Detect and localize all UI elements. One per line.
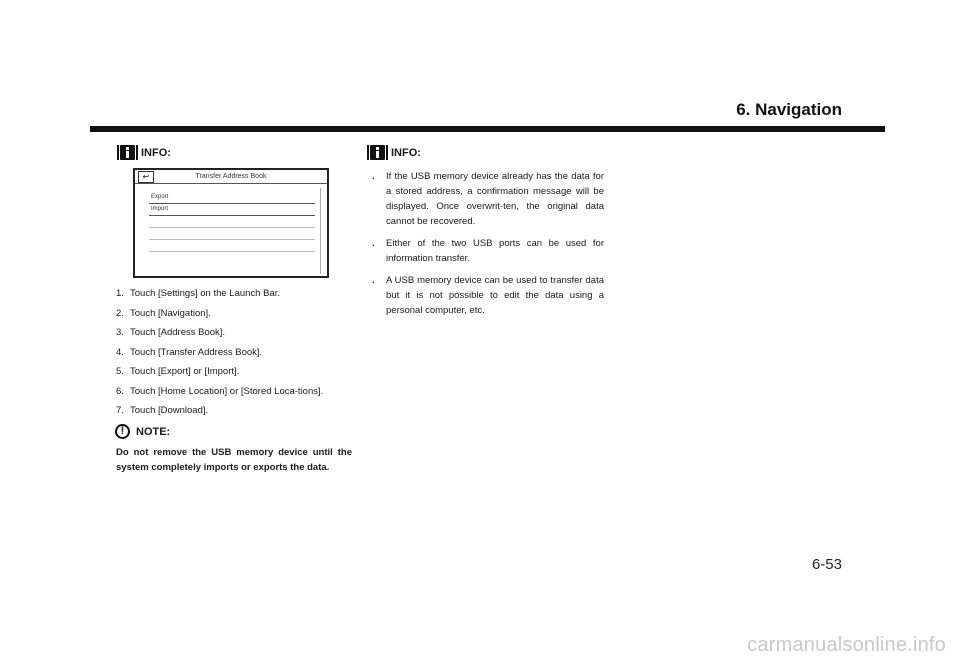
screen-header [135, 170, 327, 184]
bullet-dot: . [372, 275, 375, 286]
bullet-item [372, 236, 604, 266]
back-arrow-icon: ↩ [138, 171, 154, 183]
note-label: NOTE: [136, 425, 171, 438]
step-item [116, 364, 352, 380]
step-number: 2. [116, 307, 124, 319]
step-item [116, 384, 352, 400]
step-text: Touch [Export] or [Import]. [130, 366, 240, 377]
bullet-item [372, 169, 604, 229]
step-item [116, 306, 352, 322]
header-rule [90, 126, 885, 132]
step-item [116, 403, 352, 419]
info-icon [370, 145, 385, 160]
bullet-item [372, 273, 604, 318]
page-number: 6-53 [811, 556, 842, 573]
step-text: Touch [Transfer Address Book]. [130, 346, 263, 358]
step-number: 3. [116, 327, 124, 338]
step-text: Touch [Navigation]. [130, 307, 211, 319]
info-label: INFO: [391, 146, 421, 159]
step-item [116, 345, 352, 361]
watermark: carmanualsonline.info [747, 634, 946, 656]
screen-item-import: Import [149, 204, 315, 216]
bullet-text: Either of the two USB ports can be used for information transfer. [386, 238, 604, 264]
bullet-dot: . [372, 238, 375, 249]
exclamation-icon: ! [115, 424, 130, 439]
screen-item-empty [149, 252, 315, 263]
step-number: 4. [116, 346, 124, 358]
step-text: Touch [Settings] on the Launch Bar. [130, 288, 280, 299]
step-item [116, 325, 352, 341]
step-text: Touch [Home Location] or [Stored Loca-tions]. [130, 385, 324, 397]
bullet-dot: . [372, 171, 375, 182]
step-number: 5. [116, 366, 124, 377]
bullet-text: A USB memory device can be used to transfer data but it is not possible to edit the data using a personal computer, etc. [386, 275, 604, 316]
note-text: Do not remove the USB memory device until the system completely imports or exports the data. [116, 447, 352, 473]
info-heading-right [370, 145, 421, 160]
transfer-address-book-screenshot [133, 168, 329, 278]
info-icon [120, 145, 135, 160]
screen-list [149, 192, 315, 263]
note-heading [115, 424, 170, 439]
step-text: Touch [Download]. [130, 405, 209, 416]
screen-item-empty [149, 240, 315, 252]
screen-item-empty [149, 228, 315, 240]
info-bullets [372, 169, 604, 325]
screen-title: Transfer Address Book [195, 173, 267, 180]
step-text: Touch [Address Book]. [130, 327, 226, 338]
info-heading-left [120, 145, 171, 160]
step-number: 7. [116, 405, 124, 416]
screen-scrollbar [320, 188, 324, 274]
step-number: 1. [116, 288, 124, 299]
steps-list [116, 286, 352, 423]
info-label: INFO: [141, 146, 171, 159]
step-item [116, 286, 352, 302]
bullet-text: If the USB memory device already has the data for a stored address, a confirmation message will be displayed. Once overwrit-ten, the original data cannot be recovered. [386, 171, 604, 227]
screen-item-empty [149, 216, 315, 228]
step-number: 6. [116, 385, 124, 397]
screen-item-export: Export [149, 192, 315, 204]
section-title: 6. Navigation [736, 100, 842, 119]
